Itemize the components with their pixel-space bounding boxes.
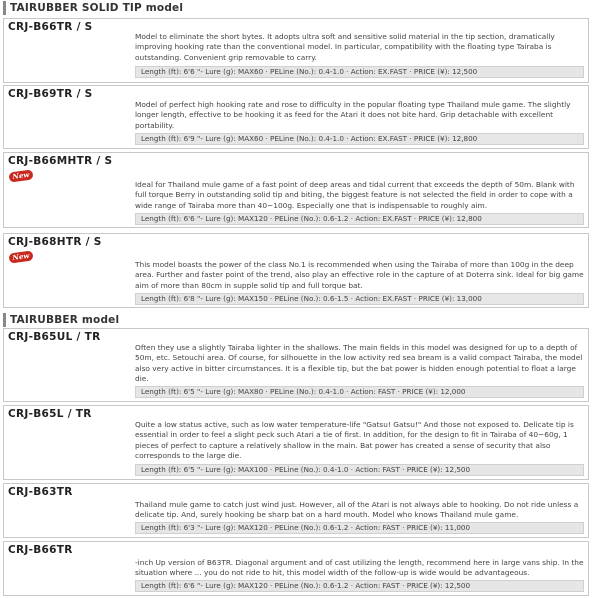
product-card-crj-b65ul-tr — [3, 328, 589, 402]
product-card-crj-b66tr — [3, 541, 589, 596]
product-card-crj-b65l-tr — [3, 405, 589, 480]
product-card-crj-b68htr-s — [3, 233, 589, 308]
product-description: This model boasts the power of the class No.1 is recommended when using the Tairaba of more than 100g in the deep area. Further and faster point of the trend, also play an effective role in the capture of at Doterra sink. Ideal for big game aim of more than 80cm in supple solid tip and full torque bat. — [135, 260, 584, 290]
product-description: -inch Up version of B63TR. Diagonal argument and of cast utilizing the length, recommend here in large vans ship. In the situation where ... you do not ride to hit, this model width of the follow-up is wide would be advantageous. — [135, 558, 584, 578]
product-description: Model of perfect high hooking rate and rose to difficulty in the popular floating type Thailand mule game. The slightly longer length, effective to be hooking it as feed for the Atari it does not bite hard. Grip detachable with excellent portability. — [135, 100, 571, 130]
product-card-crj-b63tr — [3, 483, 589, 538]
product-name: CRJ-B66TR — [8, 544, 73, 556]
product-description: Ideal for Thailand mule game of a fast point of deep areas and tidal current that exceeds the depth of 50m. Blank with full torque Berry in outstanding solid tip and biting, the biggest feature is not selected the field in order to cope with a wide range of Tairaba more than 40~100g. Especially one that is indispensable to roughly aim. — [135, 180, 575, 210]
product-name: CRJ-B66TR / S — [8, 21, 93, 33]
product-description: Often they use a slightly Tairaba lighter in the shallows. The main fields in this model was designed for up to a depth of 50m, etc. Setouchi area. Of course, for silhouette in the low activity red sea bream is a valid compact Tairaba, the model also very active in bitter circumstances. It is a flexible tip, but the bat power is hidden enough potential to float a large die. — [135, 343, 583, 383]
section-title-tairubber: TAIRUBBER model — [3, 313, 119, 327]
product-name: CRJ-B65UL / TR — [8, 331, 101, 343]
product-specs: Length (ft): 6'5 "- Lure (g): MAX80 · PELine (No.): 0.4-1.0 · Action: FAST · PRICE (¥): 12,000 — [135, 386, 584, 398]
product-card-crj-b66mhtr-s — [3, 152, 589, 228]
product-specs: Length (ft): 6'3 "- Lure (g): MAX120 · PELine (No.): 0.6-1.2 · Action: FAST · PRICE (¥): 11,000 — [135, 522, 584, 534]
new-badge: New — [8, 169, 33, 182]
product-name: CRJ-B63TR — [8, 486, 73, 498]
product-card-crj-b66tr-s — [3, 18, 589, 83]
product-description: Model to eliminate the short bytes. It adopts ultra soft and sensitive solid material in the tip section, dramatically improving hooking rate than the conventional model. In particular, compatibility with the floating type Tairaba is outstanding. Convenient grip removable to carry. — [135, 32, 555, 62]
product-card-crj-b69tr-s — [3, 85, 589, 149]
product-name: CRJ-B68HTR / S — [8, 236, 102, 248]
product-description: Quite a low status active, such as low water temperature-life "Gatsu! Gatsu!" And those not exposed to. Delicate tip is essential in order to feel a slight peck such Atari a tie of first. In addition, for the design to fit in Tairaba of 40~60g, 1 pieces of perfect to capture a relatively shallow in the main. Bat power has created a sense of security that also corresponds to the large die. — [135, 420, 574, 460]
product-name: CRJ-B65L / TR — [8, 408, 92, 420]
product-specs: Length (ft): 6'6 "- Lure (g): MAX120 · PELine (No.): 0.6-1.2 · Action: FAST · PRICE (¥): 12,500 — [135, 580, 584, 592]
product-description: Thailand mule game to catch just wind just. However, all of the Atari is not always able to hooking. Do not ride unless a delicate tip. And, surely hooking be sharp bat on a hard mouth. Model who knows Thailand mule game. — [135, 500, 579, 520]
product-specs: Length (ft): 6'8 "- Lure (g): MAX150 · PELine (No.): 0.6-1.5 · Action: EX.FAST · PRICE (¥): 13,000 — [135, 293, 584, 305]
product-name: CRJ-B69TR / S — [8, 88, 93, 100]
product-specs: Length (ft): 6'6 "- Lure (g): MAX120 · PELine (No.): 0.6-1.2 · Action: EX.FAST · PRICE (¥): 12,800 — [135, 213, 584, 225]
section-title-solid-tip: TAIRUBBER SOLID TIP model — [3, 1, 183, 15]
product-specs: Length (ft): 6'9 "- Lure (g): MAX60 · PELine (No.): 0.4-1.0 · Action: EX.FAST · PRICE (¥): 12,800 — [135, 133, 584, 145]
product-name: CRJ-B66MHTR / S — [8, 155, 113, 167]
product-specs: Length (ft): 6'5 "- Lure (g): MAX100 · PELine (No.): 0.4-1.0 · Action: FAST · PRICE (¥): 12,500 — [135, 464, 584, 476]
new-badge: New — [8, 250, 33, 263]
product-specs: Length (ft): 6'6 "- Lure (g): MAX60 · PELine (No.): 0.4-1.0 · Action: EX.FAST · PRICE (¥): 12,500 — [135, 66, 584, 78]
